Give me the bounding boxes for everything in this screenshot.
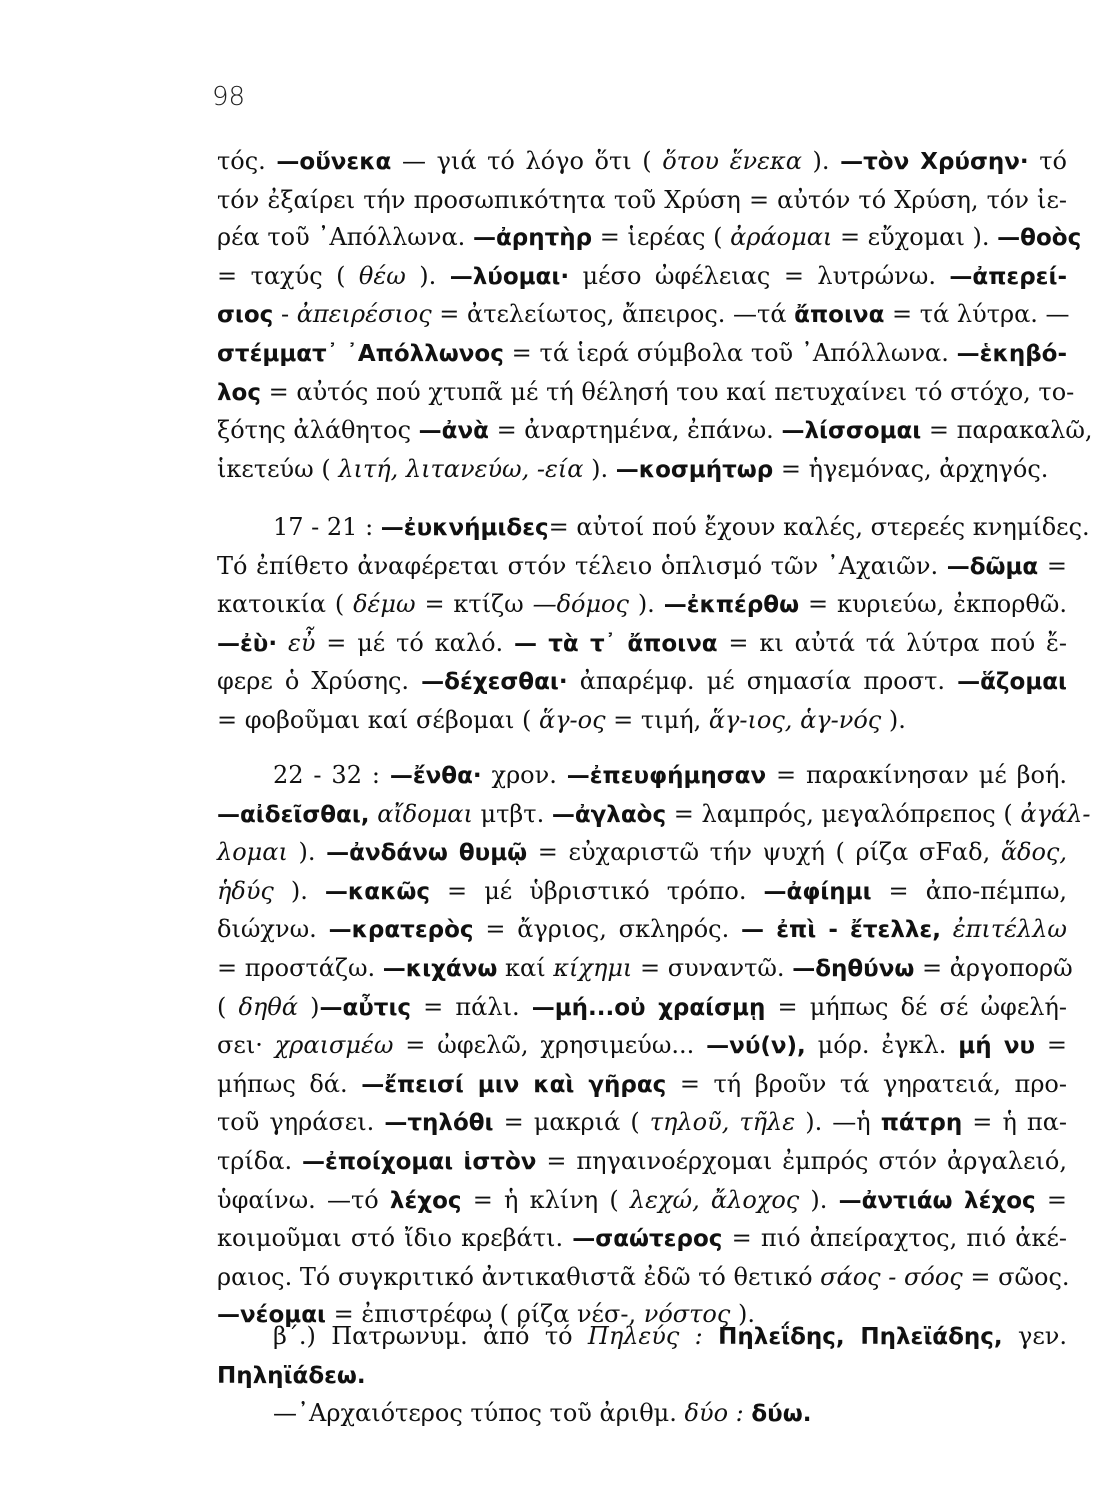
text-line (217, 509, 1090, 548)
text-run: Τό ἐπίθετο ἀναφέρεται στόν τέλειο ὁπλισμό τῶν ᾿Αχαιῶν. (217, 551, 947, 580)
text-line (217, 1220, 1067, 1259)
text-run: μήπως δά. (217, 1069, 362, 1098)
bold-term: —τὸν Χρύσην· (840, 149, 1029, 175)
bold-term: —τηλόθι (384, 1110, 494, 1137)
bold-term: —μή...οὐ χραίσμῃ (531, 994, 766, 1021)
italic-term: ὅτου ἕνεκα (662, 147, 802, 175)
bold-term: λος (217, 379, 261, 406)
italic-term: τηλοῦ, τῆλε (649, 1108, 796, 1137)
text-run: ). (801, 147, 841, 175)
text-run: ). (287, 838, 327, 867)
text-run: = ἀπο-πέμπω, (871, 876, 1068, 905)
text-run: ἀπαρέμφ. μέ σημασία προστ. (567, 667, 958, 696)
text-run: = ἀργοπορῶ (914, 953, 1073, 982)
bold-term: Πηλεΐδης, Πηλεϊάδης, (718, 1324, 1003, 1350)
text-line (217, 1143, 1067, 1182)
text-line (217, 412, 1093, 451)
text-run: τρίδα. (217, 1146, 303, 1175)
text-run: = εὔχομαι ). (832, 223, 998, 252)
bold-term: —δηθύνω (792, 955, 915, 982)
text-run: = ἡ πα- (962, 1108, 1068, 1137)
text-run: = ταχύς ( (217, 261, 359, 290)
text-run: — γιά τό λόγο ὅτι ( (391, 147, 663, 175)
bold-term: —ἐυκνήμιδες (380, 515, 549, 541)
text-run: = ἡ κλίνη ( (461, 1185, 630, 1214)
bold-term: σιος (217, 302, 274, 329)
text-run: μέσο ὠφέλειας = λυτρώνω. (569, 261, 950, 290)
italic-term: δύο : (684, 1399, 744, 1428)
text-run: ἱκετεύω ( (217, 454, 339, 483)
bold-term: —ἐκπέρθω (663, 592, 800, 619)
text-run: ). —ἡ (795, 1108, 881, 1137)
text-run: = αὐτός πού χτυπᾶ μέ τή θέλησή του καί πετυχαίνει τό στόχο, το- (261, 377, 1075, 406)
italic-term: εὖ (287, 628, 316, 657)
text-line (217, 950, 1073, 989)
italic-term: δηθά (238, 992, 298, 1021)
text-line (217, 989, 1067, 1028)
italic-term: θέω (358, 261, 406, 290)
italic-term: ἅγ-ος (538, 705, 606, 734)
italic-term: ἀράομαι (730, 223, 833, 252)
text-run: = πηγαινοέρχομαι ἐμπρός στόν ἀργαλειό, (536, 1146, 1067, 1175)
bold-term: —κιχάνω (382, 955, 498, 982)
text-run: διώχνω. (217, 915, 329, 944)
text-run: ). (273, 876, 325, 905)
text-line (217, 451, 1067, 490)
bold-term: —κρατερὸς (328, 917, 474, 944)
bold-term: ἄποινα (794, 302, 885, 329)
italic-term: κίχημι (553, 953, 633, 982)
text-run: γεν. (1002, 1322, 1067, 1350)
bold-term: λέχος (389, 1187, 462, 1214)
text-run: = εὐχαριστῶ τήν ψυχή ( ρίζα σFαδ, (527, 838, 1001, 867)
text-run: σει· (217, 1031, 275, 1060)
text-run: —᾿Αρχαιότερος τύπος τοῦ ἀριθμ. (273, 1399, 685, 1428)
text-run: = τή βρoῦν τά γηρατειά, προ- (666, 1069, 1067, 1098)
italic-term: Πηλεύς : (587, 1322, 703, 1350)
page-number: 98 (212, 82, 246, 112)
text-run: = μακριά ( (493, 1108, 650, 1137)
italic-term: —δόμος (532, 590, 629, 619)
bold-term: — ἐπὶ - ἔτελλε, (741, 917, 941, 944)
text-run: ). (583, 454, 616, 483)
text-line (217, 1395, 1067, 1434)
text-run: = ἀτελείωτος, ἄπειρος. —τά (431, 300, 795, 329)
text-run: τός. (217, 147, 277, 175)
bold-term: —κοσμήτωρ (615, 456, 774, 483)
bold-term: —ἀνὰ (418, 418, 489, 445)
text-run: ). (881, 705, 906, 734)
text-line (217, 873, 1067, 912)
text-run: = συναντῶ. (632, 953, 793, 982)
text-run: = ἡγεμόνας, ἀρχηγός. (773, 454, 1049, 483)
text-run: - (273, 300, 297, 329)
bold-term: —κακῶς (324, 878, 431, 905)
text-run: = τά ἱερά σύμβολα τοῦ ᾿Απόλλωνα. (503, 338, 957, 367)
text-run (703, 1322, 718, 1350)
bold-term: — τὰ τ᾿ ἄποινα (514, 630, 718, 657)
text-line (217, 374, 1075, 413)
text-run: καί (497, 953, 554, 982)
text-run: = φοβοῦμαι καί σέβομαι ( (217, 705, 539, 734)
text-run: = λαμπρός, μεγαλόπρεπος ( (666, 799, 1021, 828)
text-run: = μέ ὑβριστικό τρόπο. (430, 876, 764, 905)
bold-term: —θοὸς (997, 225, 1082, 252)
text-run: = πιό ἀπείραχτος, πιό ἀκέ- (722, 1224, 1068, 1253)
italic-term: λομαι (217, 838, 288, 867)
text-line (217, 1357, 1067, 1396)
text-run: = παρακαλῶ, (921, 416, 1093, 445)
text-line (217, 296, 1070, 335)
text-line (217, 834, 1067, 873)
text-line (217, 911, 1067, 950)
italic-term: ἡδύς (217, 876, 274, 905)
text-run: = κι αὐτά τά λύτρα πού ἔ- (717, 628, 1067, 657)
text-run: ρέα τοῦ ᾿Απόλλωνα. (217, 223, 473, 252)
text-run: ). (799, 1185, 839, 1214)
text-line (217, 1104, 1067, 1143)
text-line (217, 548, 1067, 587)
text-run: ( (217, 992, 239, 1021)
text-run: = σῶος. (962, 1262, 1070, 1291)
bold-term: —ἀντιάω λέχος (838, 1187, 1036, 1214)
bold-term: —ἀφίημι (763, 878, 872, 905)
bold-term: —ἔνθα· (389, 763, 482, 789)
bold-term: —αὖτις (319, 994, 412, 1021)
text-line (217, 1066, 1067, 1105)
text-run: = ἄγριος, σκληρός. (473, 915, 742, 944)
italic-term: νόστος (643, 1300, 731, 1329)
bold-term: —ἀνδάνω θυμῷ (326, 840, 528, 867)
italic-term: ἅγ-ιος, ἁγ-νός (708, 705, 882, 734)
text-run (941, 915, 953, 943)
text-run: 22 - 32 : (273, 761, 390, 789)
bold-term: Πηληϊάδεω. (217, 1362, 366, 1389)
text-run: = τά λύτρα. — (884, 300, 1070, 329)
text-run: = ἐπιστρέφω ( ρίζα νέσ-, (325, 1300, 644, 1329)
bold-term: —ἅζομαι (957, 669, 1068, 696)
text-run: ). (730, 1300, 755, 1329)
text-run: = κυριεύω, ἐκπορθῶ. (799, 590, 1068, 619)
paragraph-block-2 (217, 509, 1090, 740)
bold-term: —αἰδεῖσθαι, (217, 801, 370, 828)
text-line (217, 258, 1067, 297)
italic-term: σάος - σόος (820, 1262, 963, 1291)
text-run: = αὐτοί πού ἔχουν καλές, στερεές κνημίδες. (548, 513, 1090, 541)
bold-term: —νέομαι (217, 1302, 326, 1329)
bold-term: —δέχεσθαι· (421, 669, 568, 696)
text-run: = ὠφελῶ, χρησιμεύω... (393, 1031, 707, 1060)
bold-term: πάτρη (880, 1110, 963, 1137)
text-line (217, 182, 1067, 220)
text-run: ραιος. Τό συγκριτικό ἀντικαθιστᾶ ἐδῶ τό θετικό (217, 1262, 821, 1291)
paragraph-block-4 (217, 1318, 1067, 1434)
text-run: = (1038, 551, 1067, 580)
text-line (217, 143, 1067, 182)
italic-term: αἴδομαι (377, 799, 473, 828)
text-run: = παρακίνησαν μέ βοή. (766, 761, 1068, 789)
bold-term: —ἔπεισί μιν καὶ γῆρας (361, 1071, 667, 1098)
bold-term: —ἀγλαὸς (551, 801, 667, 828)
bold-term: —ἐὺ· (217, 630, 278, 657)
text-run: μτβτ. (472, 799, 552, 828)
text-line (217, 586, 1067, 625)
text-run: κατοικία ( (217, 590, 354, 619)
text-run: ὑφαίνω. —τό (217, 1185, 390, 1214)
text-line (217, 625, 1067, 664)
bold-term: —δῶμα (946, 553, 1039, 580)
text-line (217, 757, 1067, 796)
text-run: κοιμοῦμαι στό ἴδιο κρεβάτι. (217, 1224, 573, 1253)
text-run: ) (297, 992, 320, 1021)
text-run: ). (405, 261, 450, 290)
text-line (217, 1027, 1067, 1066)
text-line (217, 335, 1067, 374)
bold-term: —οὕνεκα (276, 149, 392, 175)
text-line (217, 1318, 1067, 1357)
text-run: τοῦ γηράσει. (217, 1108, 385, 1137)
text-run: 17 - 21 : (273, 513, 381, 541)
text-line (217, 796, 1091, 835)
text-line (217, 219, 1082, 258)
text-run: χρον. (481, 761, 567, 789)
text-run: = ἀναρτημένα, ἐπάνω. (488, 416, 782, 445)
italic-term: δέμω (353, 590, 416, 619)
text-run: = προστάζω. (217, 953, 383, 982)
italic-term: ἅδος, (1000, 838, 1068, 867)
bold-term: —ἐποίχομαι ἱστὸν (302, 1148, 537, 1175)
text-run: = τιμή, (605, 705, 709, 734)
text-run: φερε ὁ Χρύσης. (217, 667, 422, 696)
text-run: ξότης ἀλάθητος (217, 416, 419, 445)
bold-term: —νύ(ν), (706, 1033, 806, 1060)
italic-term: λεχώ, ἄλοχος (629, 1185, 800, 1214)
text-line (217, 1259, 1070, 1297)
bold-term: —ἐπευφήμησαν (566, 763, 767, 789)
italic-term: λιτή, λιτανεύω, -εία (338, 454, 584, 483)
text-run (277, 629, 288, 657)
text-run: τόν ἐξαίρει τήν προσωπικότητα τοῦ Χρύση = αὐτόν τό Χρύση, τόν ἱε- (217, 185, 1067, 214)
text-run: = ἱερέας ( (592, 223, 731, 252)
paragraph-block-1 (217, 143, 1093, 489)
bold-term: —ἀρητὴρ (472, 225, 593, 252)
text-run: = (1035, 1185, 1067, 1214)
text-run: = (1035, 1031, 1067, 1060)
bold-term: —σαώτερος (572, 1226, 723, 1253)
italic-term: χραισμέω (274, 1031, 394, 1060)
text-run: = μήπως δέ σέ ὠφελή- (765, 992, 1067, 1021)
text-line (217, 663, 1067, 702)
text-run: ). (628, 590, 664, 619)
bold-term: —ἀπερεί- (949, 263, 1067, 290)
bold-term: —λίσσομαι (781, 418, 922, 445)
italic-term: ἀγάλ- (1020, 799, 1091, 828)
italic-term: ἀπειρέσιος (296, 300, 432, 329)
bold-term: —ἑκηβό- (956, 340, 1067, 367)
text-run: τό (1028, 147, 1068, 175)
text-run: = πάλι. (411, 992, 532, 1021)
italic-term: ἐπιτέλλω (952, 915, 1067, 944)
text-line (217, 1182, 1067, 1221)
bold-term: —λύομαι· (449, 263, 570, 290)
text-run: = κτίζω (415, 590, 533, 619)
text-run: = μέ τό καλό. (315, 628, 515, 657)
text-line (217, 702, 1067, 740)
bold-term: δύω. (751, 1401, 812, 1428)
text-run: μόρ. ἐγκλ. (805, 1031, 959, 1060)
bold-term: στέμματ᾿ ᾿Απόλλωνος (217, 340, 504, 367)
text-run: β΄.) Πατρωνυμ. ἀπό τό (273, 1322, 588, 1350)
paragraph-block-3 (217, 757, 1091, 1335)
bold-term: μή νυ (958, 1033, 1036, 1060)
